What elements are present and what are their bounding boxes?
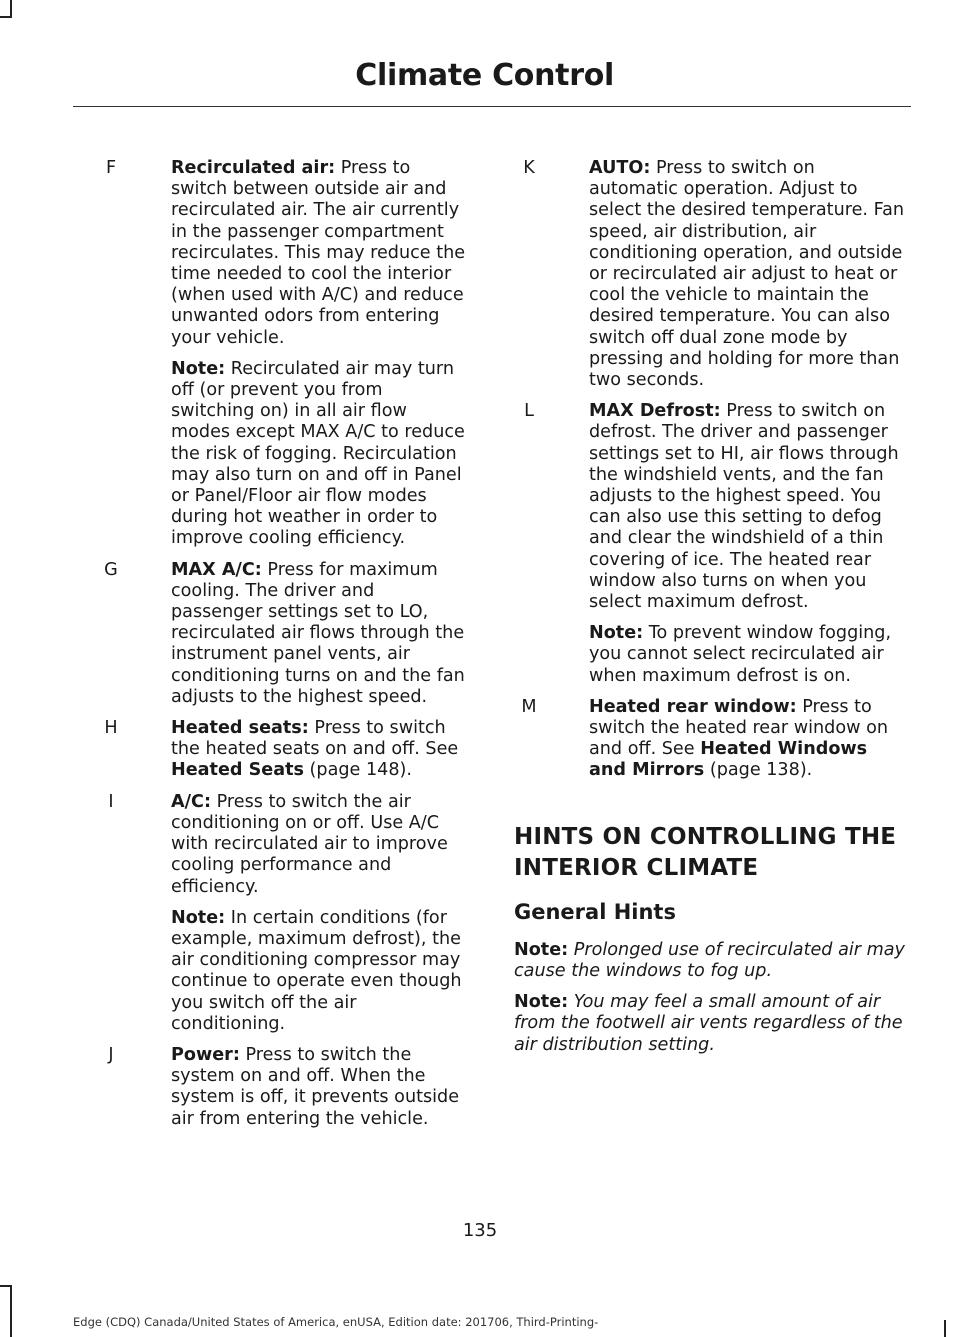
note-text: Recirculated air may turn off (or prevent you from switching on) in all air flow modes except MAX A/C to reduce the risk of fogging. Recirculation may also turn on and off in Panel or Panel/Floor air flow modes during hot weather in order to improve cooling efficiency. — [171, 358, 465, 549]
item-description — [171, 560, 471, 708]
item-term: MAX Defrost: — [589, 401, 721, 422]
sub-heading: General Hints — [514, 899, 676, 924]
item-term: MAX A/C: — [171, 559, 262, 580]
reference-page: (page 148). — [303, 760, 412, 781]
page-number: 135 — [462, 1220, 498, 1241]
item-text: Press to switch the heated seats on and off. See — [171, 718, 459, 760]
item-letter: L — [524, 401, 534, 422]
item-letter: H — [104, 718, 118, 739]
item-note — [589, 623, 909, 687]
note-label: Note: — [514, 992, 569, 1013]
control-item-f — [96, 158, 471, 550]
item-description — [171, 158, 471, 349]
item-text: Press to switch the heated rear window on and off. See — [589, 696, 888, 760]
item-description — [589, 401, 909, 613]
item-term: A/C: — [171, 791, 211, 812]
hint-note — [514, 992, 909, 1056]
item-letter: J — [108, 1044, 114, 1065]
section-heading — [514, 822, 909, 884]
control-item-h — [96, 718, 471, 782]
item-letter: I — [108, 791, 114, 812]
reference-page: (page 138). — [704, 760, 813, 781]
crop-mark-bottom-right-v — [944, 1320, 946, 1337]
section-heading-line-2: INTERIOR CLIMATE — [514, 854, 759, 881]
cross-reference-link[interactable]: Heated Seats — [171, 760, 304, 781]
item-description — [589, 158, 909, 391]
item-text: Press to switch the system on and off. When the system is off, it prevents outside air from entering the vehicle. — [171, 1044, 460, 1129]
crop-mark-bottom-left-v — [10, 1285, 12, 1337]
right-column — [514, 158, 909, 1066]
crop-mark-top-left-h — [0, 16, 12, 18]
control-item-l — [514, 401, 909, 687]
note-label: Note: — [171, 907, 226, 928]
item-term: Heated rear window: — [589, 696, 797, 717]
item-description — [171, 792, 471, 898]
item-letter: G — [104, 559, 118, 580]
item-description — [589, 697, 909, 782]
control-item-m — [514, 697, 909, 782]
item-text: Press to switch the air conditioning on or off. Use A/C with recirculated air to improve cooling performance and efficiency. — [171, 791, 448, 897]
control-item-g — [96, 560, 471, 708]
item-note — [171, 908, 471, 1035]
header-divider — [73, 106, 911, 107]
item-text: Press to switch on automatic operation. Adjust to select the desired temperature. Fan speed, air distribution, air conditioning operation, and outside or recirculated air adjust to heat or cool the vehicle to maintain the desired temperature. You can also switch off dual zone mode by pressing and holding for more than two seconds. — [589, 158, 905, 391]
item-letter: K — [523, 158, 535, 178]
item-description — [171, 718, 471, 782]
note-label: Note: — [589, 623, 644, 644]
item-letter: M — [521, 696, 537, 717]
note-text: Prolonged use of recirculated air may cause the windows to fog up. — [514, 939, 905, 981]
note-label: Note: — [171, 358, 226, 379]
control-item-j — [96, 1045, 471, 1130]
item-text: Press for maximum cooling. The driver and passenger settings set to LO, recirculated air flows through the instrument panel vents, air conditioning turns on and the fan adjusts to the highest speed. — [171, 559, 465, 707]
item-text: Press to switch between outside air and recirculated air. The air currently in the passenger compartment recirculates. This may reduce the time needed to cool the interior (when used with A/C) and reduce unwanted odors from entering your vehicle. — [171, 158, 466, 348]
note-text: In certain conditions (for example, maximum defrost), the air conditioning compressor may continue to operate even though you switch off the air conditioning. — [171, 907, 462, 1034]
item-text: Press to switch on defrost. The driver and passenger settings set to HI, air flows through the windshield vents, and the fan adjusts to the highest speed. You can also use this setting to defog and clear the windshield of a thin covering of ice. The heated rear window also turns on when you select maximum defrost. — [589, 401, 899, 613]
item-term: Power: — [171, 1044, 240, 1065]
item-letter: F — [105, 158, 117, 178]
footer-edition: Edge (CDQ) Canada/United States of America, enUSA, Edition date: 201706, Third-Printing- — [73, 1315, 599, 1329]
page-title: Climate Control — [355, 58, 614, 93]
note-text: To prevent window fogging, you cannot select recirculated air when maximum defrost is on. — [589, 623, 892, 686]
cross-reference-link[interactable]: Heated Windows and Mirrors — [589, 739, 868, 781]
control-item-k — [514, 158, 909, 391]
item-note — [171, 359, 471, 550]
item-term: Heated seats: — [171, 718, 309, 739]
crop-mark-top-left-v — [10, 0, 12, 16]
item-description — [171, 1045, 471, 1130]
crop-mark-bottom-left-h — [0, 1285, 12, 1287]
hint-note — [514, 940, 909, 982]
item-term: Recirculated air: — [171, 158, 336, 178]
left-column — [96, 158, 471, 1140]
note-label: Note: — [514, 939, 569, 960]
section-heading-line-1: HINTS ON CONTROLLING THE — [514, 823, 897, 850]
note-text: You may feel a small amount of air from the footwell air vents regardless of the air distribution setting. — [514, 992, 903, 1055]
control-item-i — [96, 792, 471, 1035]
item-term: AUTO: — [589, 158, 651, 178]
